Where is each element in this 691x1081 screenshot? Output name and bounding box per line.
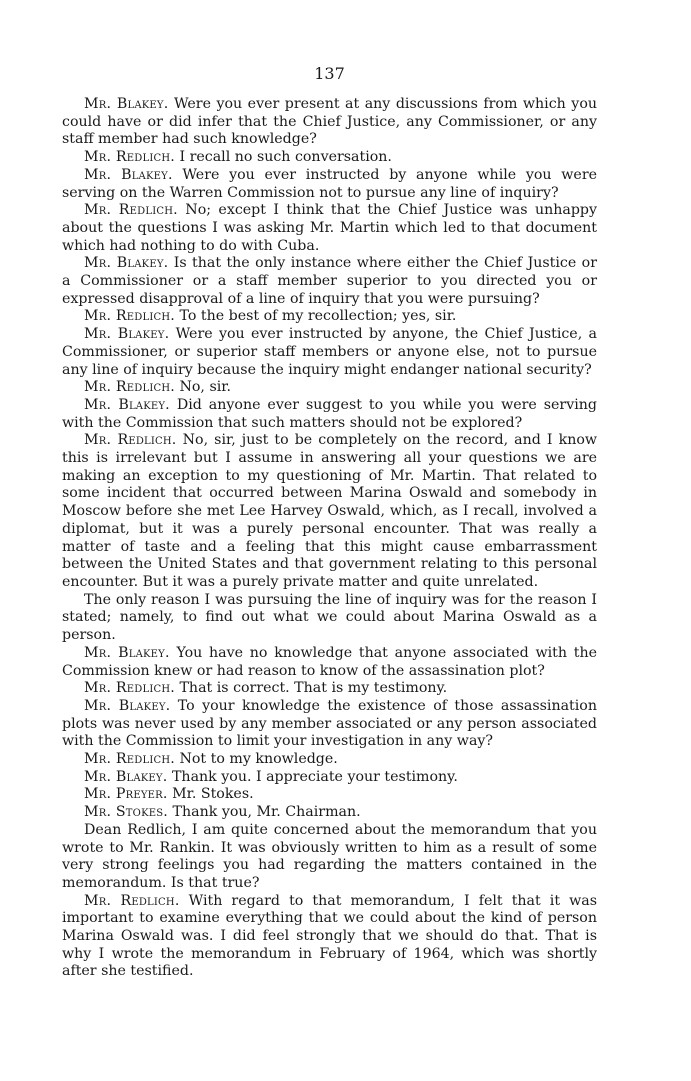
paragraph-text: Dean Redlich, I am quite concerned about the memorandum that you wrote to Mr. Rankin. It was obviously written to him as a result of some very strong feelings you had regarding the matters contained in the memorandum. Is that true? [62, 821, 597, 891]
testimony-paragraph [62, 680, 597, 698]
paragraph-text: Were you ever instructed by anyone, the Chief Justice, a Commissioner, or superior staff members or anyone else, not to pursue any line of inquiry because the inquiry might endanger national security? [62, 326, 597, 378]
speaker-name: Mr. Redlich. [84, 432, 177, 449]
speaker-name: Mr. Redlich. [84, 149, 175, 166]
page-number: 137 [314, 64, 345, 83]
testimony-paragraph [62, 822, 597, 893]
paragraph-text: Thank you. I appreciate your testimony. [171, 768, 458, 785]
testimony-paragraph [62, 202, 597, 255]
testimony-paragraph [62, 149, 597, 167]
speaker-name: Mr. Redlich. [84, 202, 178, 219]
paragraph-text: Thank you, Mr. Chairman. [172, 804, 361, 821]
speaker-name: Mr. Blakey. [84, 255, 169, 272]
paragraph-text: Did anyone ever suggest to you while you were serving with the Commission that such matters should not be explored? [62, 396, 597, 431]
testimony-paragraph [62, 326, 597, 379]
speaker-name: Mr. Redlich. [84, 308, 175, 325]
testimony-paragraph [62, 308, 597, 326]
speaker-name: Mr. Redlich. [84, 379, 175, 396]
paragraph-text: I recall no such conversation. [179, 149, 392, 166]
speaker-name: Mr. Stokes. [84, 804, 168, 821]
paragraph-text: Not to my knowledge. [179, 751, 338, 768]
paragraph-text: Were you ever instructed by anyone while you were serving on the Warren Commission not to pursue any line of inquiry? [62, 166, 597, 201]
paragraph-text: To your knowledge the existence of those assassination plots was never used by any member associated or any person associated with the Commission to limit your investigation in any way? [62, 697, 597, 750]
paragraph-text: With regard to that memorandum, I felt that it was important to examine everything that we could about the kind of person Marina Oswald was. I did feel strongly that we should do that. That is why I wrote the memorandum in February of 1964, which was shortly after she testified. [62, 892, 597, 980]
testimony-paragraph [62, 592, 597, 645]
testimony-paragraph [62, 379, 597, 397]
testimony-paragraph [62, 698, 597, 751]
testimony-paragraph [62, 804, 597, 822]
speaker-name: Mr. Blakey. [84, 396, 170, 413]
testimony-paragraph [62, 397, 597, 432]
paragraph-text: No; except I think that the Chief Justice was unhappy about the questions I was asking Mr. Martin which led to that document which had nothing to do with Cuba. [62, 202, 598, 254]
paragraph-text: Were you ever present at any discussions from which you could have or did infer that the Chief Justice, any Commissioner, or any staff member had such knowledge? [62, 96, 598, 148]
testimony-body [62, 96, 597, 981]
testimony-paragraph [62, 751, 597, 769]
document-page [62, 0, 597, 1081]
testimony-paragraph [62, 432, 597, 591]
paragraph-text: No, sir. [179, 379, 231, 396]
speaker-name: Mr. Blakey. [84, 96, 169, 112]
speaker-name: Mr. Blakey. [84, 768, 168, 785]
paragraph-text: No, sir, just to be completely on the record, and I know this is irrelevant but I assume in answering all your questions we are making an exception to my questioning of Mr. Martin. That related to some incident that occurred between Marina Oswald and somebody in Moscow before she met Lee Harvey Oswald, which, as I recall, involved a diplomat, but it was a purely personal encounter. That was really a matter of taste and a feeling that this might cause embarrassment between the United States and that government relating to this personal encounter. But it was a purely private matter and quite unrelated. [62, 432, 598, 590]
paragraph-text: To the best of my recollection; yes, sir. [179, 308, 457, 325]
speaker-name: Mr. Redlich. [84, 680, 175, 697]
testimony-paragraph [62, 645, 597, 680]
testimony-paragraph [62, 769, 597, 787]
testimony-paragraph [62, 893, 597, 982]
speaker-name: Mr. Blakey. [84, 697, 171, 714]
testimony-paragraph [62, 786, 597, 804]
testimony-paragraph [62, 96, 597, 149]
speaker-name: Mr. Redlich. [84, 892, 180, 909]
testimony-paragraph [62, 255, 597, 308]
speaker-name: Mr. Blakey. [84, 166, 173, 183]
speaker-name: Mr. Blakey. [84, 326, 170, 343]
paragraph-text: That is correct. That is my testimony. [179, 680, 448, 697]
paragraph-text: Mr. Stokes. [172, 786, 254, 803]
speaker-name: Mr. Redlich. [84, 751, 175, 768]
speaker-name: Mr. Blakey. [84, 644, 170, 661]
paragraph-text: You have no knowledge that anyone associated with the Commission knew or had reason to know of the assassination plot? [62, 644, 597, 679]
speaker-name: Mr. Preyer. [84, 786, 168, 803]
paragraph-text: Is that the only instance where either the Chief Justice or a Commissioner or a staff member superior to you directed you or expressed disapproval of a line of inquiry that you were pursuing? [62, 255, 597, 307]
paragraph-text: The only reason I was pursuing the line of inquiry was for the reason I stated; namely, to find out what we could about Marina Oswald as a person. [62, 591, 597, 644]
testimony-paragraph [62, 167, 597, 202]
